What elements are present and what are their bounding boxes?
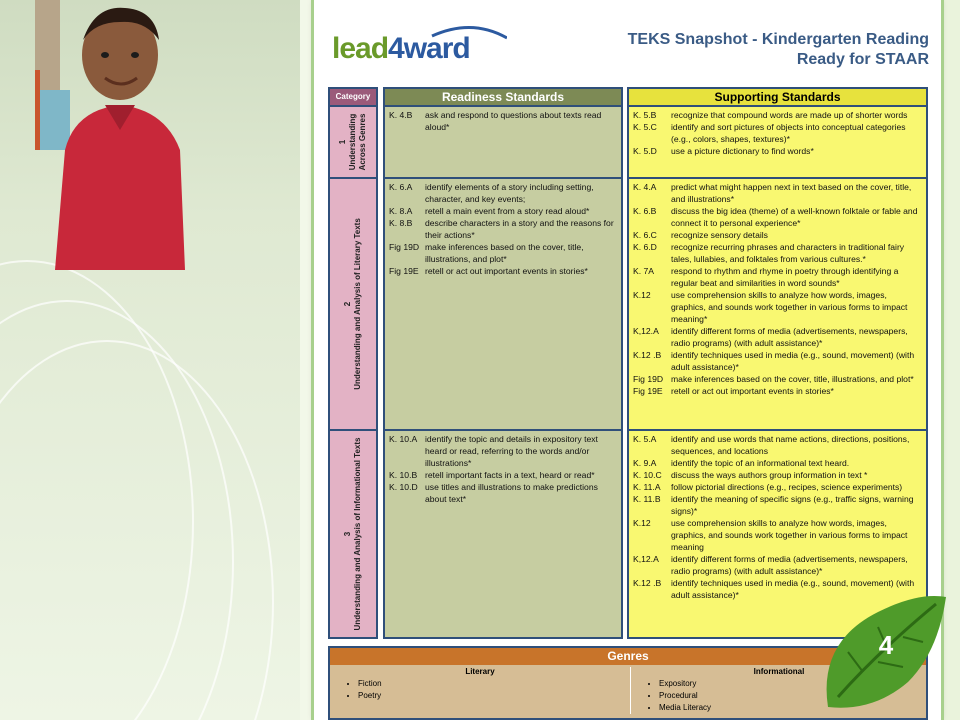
student-photo — [35, 0, 185, 270]
supporting-header: Supporting Standards — [629, 89, 926, 105]
decorative-swoosh — [0, 340, 274, 720]
literary-genres — [330, 667, 630, 702]
standard-code: K. 6.D — [633, 242, 657, 252]
standard-code: K,12.A — [633, 326, 659, 336]
standard-code: K. 7A — [633, 266, 655, 276]
standard-item — [629, 181, 926, 205]
standard-text: discuss the ways authors group information in text * — [671, 470, 868, 480]
standard-text: recognize that compound words are made up of shorter words — [671, 110, 908, 120]
standard-text: recognize sensory details — [671, 230, 768, 240]
standard-code: K. 6.A — [389, 182, 413, 192]
standard-code: K. 8.A — [389, 206, 413, 216]
standard-text: identify techniques used in media (e.g., sound, movement) (with adult assistance)* — [671, 578, 915, 600]
standard-item — [629, 433, 926, 457]
standard-item — [629, 373, 926, 385]
standard-text: identify and use words that name actions, directions, positions, sequences, and locations — [671, 434, 910, 456]
category-label-3: 3 Understanding and Analysis of Informational Texts — [343, 437, 362, 631]
standard-code: K.12 .B — [633, 350, 662, 360]
standard-code: K,12.A — [633, 554, 659, 564]
genre-item: • Poetry — [358, 690, 630, 702]
standard-item — [629, 493, 926, 517]
category-label-2: 2 Understanding and Analysis of Literary Texts — [343, 218, 362, 390]
standard-code: K. 5.A — [633, 434, 657, 444]
logo-text-4: 4 — [388, 32, 404, 65]
leaf-page-badge — [818, 592, 948, 712]
standard-item — [385, 205, 621, 217]
standard-text: identify the topic of an informational text heard. — [671, 458, 850, 468]
standard-item — [629, 205, 926, 229]
standard-text: predict what might happen next in text based on the cover, title, and illustrations* — [671, 182, 912, 204]
standard-text: retell important facts in a text, heard or read* — [425, 470, 595, 480]
standard-code: Fig 19E — [389, 266, 419, 276]
standard-code: K.12 — [633, 290, 651, 300]
standard-item — [385, 481, 621, 505]
standard-code: K. 10.C — [633, 470, 662, 480]
literary-list — [330, 678, 630, 702]
standard-code: K.12 — [633, 518, 651, 528]
standard-text: identify techniques used in media (e.g., sound, movement) (with adult assistance)* — [671, 350, 915, 372]
standard-text: retell a main event from a story read aloud* — [425, 206, 590, 216]
standard-item — [385, 433, 621, 469]
standard-item — [629, 385, 926, 397]
standard-text: make inferences based on the cover, title, illustrations, and plot* — [425, 242, 584, 264]
standard-item — [629, 145, 926, 157]
readiness-cell — [385, 429, 621, 637]
standard-code: K. 9.A — [633, 458, 657, 468]
standard-item — [629, 457, 926, 469]
standard-item — [629, 349, 926, 373]
standard-text: make inferences based on the cover, title, illustrations, and plot* — [671, 374, 914, 384]
genre-item: • Expository — [659, 678, 927, 690]
genre-item: • Procedural — [659, 690, 927, 702]
standard-code: K. 5.B — [633, 110, 657, 120]
standard-text: identify different forms of media (advertisements, newspapers, radio programs) (with adult assistance)* — [671, 554, 908, 576]
standard-text: recognize recurring phrases and characters in traditional fairy tales, lullabies, and folktales from various cultures.* — [671, 242, 905, 264]
standard-item — [629, 109, 926, 121]
readiness-cell — [385, 177, 621, 429]
category-header: Category — [330, 89, 376, 105]
standard-item — [629, 553, 926, 577]
category-cell-1 — [330, 105, 376, 177]
standard-text: use a picture dictionary to find words* — [671, 146, 814, 156]
standard-code: K. 8.B — [389, 218, 413, 228]
standard-item — [385, 181, 621, 205]
standard-code: K. 10.A — [389, 434, 418, 444]
standard-item — [385, 469, 621, 481]
standards-table — [328, 87, 928, 639]
category-label-1: 1 Understanding Across Genres — [338, 113, 367, 171]
standard-code: K. 10.B — [389, 470, 418, 480]
standard-text: discuss the big idea (theme) of a well-known folktale or fable and connect it to personal experience* — [671, 206, 918, 228]
genre-item: • Media Literacy — [659, 702, 927, 714]
standard-item — [629, 469, 926, 481]
standard-item — [629, 241, 926, 265]
standard-text: identify elements of a story including setting, character, and key events; — [425, 182, 594, 204]
standard-code: K. 6.C — [633, 230, 657, 240]
standard-item — [629, 325, 926, 349]
standard-code: K. 4.A — [633, 182, 657, 192]
standard-text: follow pictorial directions (e.g., recipes, science experiments) — [671, 482, 903, 492]
title-line-2: Ready for STAAR — [796, 51, 929, 68]
genre-item: • Fiction — [358, 678, 630, 690]
standard-item — [629, 517, 926, 553]
category-cell-3 — [330, 429, 376, 637]
standard-item — [629, 289, 926, 325]
standard-text: use titles and illustrations to make predictions about text* — [425, 482, 598, 504]
standard-code: K. 4.B — [389, 110, 413, 120]
standard-text: retell or act out important events in stories* — [671, 386, 834, 396]
standard-code: K. 11.B — [633, 494, 661, 504]
page-number: 4 — [878, 630, 894, 660]
readiness-header: Readiness Standards — [385, 89, 621, 105]
standard-code: K. 5.C — [633, 122, 657, 132]
standard-code: K.12 .B — [633, 578, 662, 588]
supporting-cell — [629, 105, 926, 177]
standard-item — [385, 217, 621, 241]
standard-code: Fig 19D — [389, 242, 420, 252]
standard-code: K. 10.D — [389, 482, 418, 492]
standard-text: retell or act out important events in stories* — [425, 266, 588, 276]
standard-text: respond to rhythm and rhyme in poetry through identifying a regular beat and similarities in word sounds* — [671, 266, 899, 288]
standard-code: Fig 19D — [633, 374, 664, 384]
lead4ward-logo — [332, 22, 507, 74]
supporting-cell — [629, 177, 926, 429]
standard-item — [385, 109, 621, 133]
genres-header: Genres — [330, 648, 926, 665]
literary-header: Literary — [465, 667, 495, 676]
standard-item — [629, 229, 926, 241]
standard-item — [629, 121, 926, 145]
category-cell-2 — [330, 177, 376, 429]
standard-item — [629, 265, 926, 289]
background-photo — [0, 0, 300, 720]
standard-code: K. 11.A — [633, 482, 661, 492]
standard-text: identify the meaning of specific signs (e.g., traffic signs, warning signs)* — [671, 494, 914, 516]
readiness-cell — [385, 105, 621, 177]
logo-text-lead: lead — [332, 32, 389, 65]
standard-text: use comprehension skills to analyze how words, images, graphics, and sounds work together in various forms to impact meaning — [671, 518, 908, 552]
title-line-1: TEKS Snapshot - Kindergarten Reading — [627, 31, 929, 48]
readiness-column — [383, 87, 623, 639]
standard-code: Fig 19E — [633, 386, 663, 396]
category-column — [328, 87, 378, 639]
standard-code: K. 5.D — [633, 146, 657, 156]
standard-item — [629, 481, 926, 493]
standard-text: use comprehension skills to analyze how words, images, graphics, and sounds work together in various forms to impact meaning* — [671, 290, 908, 324]
standard-text: identify different forms of media (advertisements, newspapers, radio programs) (with adult assistance)* — [671, 326, 908, 348]
standard-item — [385, 241, 621, 265]
standard-text: identify the topic and details in expository text heard or read, referring to the words and/or illustrations* — [425, 434, 598, 468]
standard-item — [385, 265, 621, 277]
standard-code: K. 6.B — [633, 206, 657, 216]
document-title — [628, 30, 929, 70]
informational-header: Informational — [753, 667, 805, 676]
standard-text: identify and sort pictures of objects into conceptual categories (e.g., colors, shapes, textures)* — [671, 122, 906, 144]
standard-text: ask and respond to questions about texts read aloud* — [425, 110, 602, 132]
logo-text-ward: ward — [403, 32, 470, 65]
supporting-column — [627, 87, 928, 639]
standard-text: describe characters in a story and the reasons for their actions* — [425, 218, 614, 240]
